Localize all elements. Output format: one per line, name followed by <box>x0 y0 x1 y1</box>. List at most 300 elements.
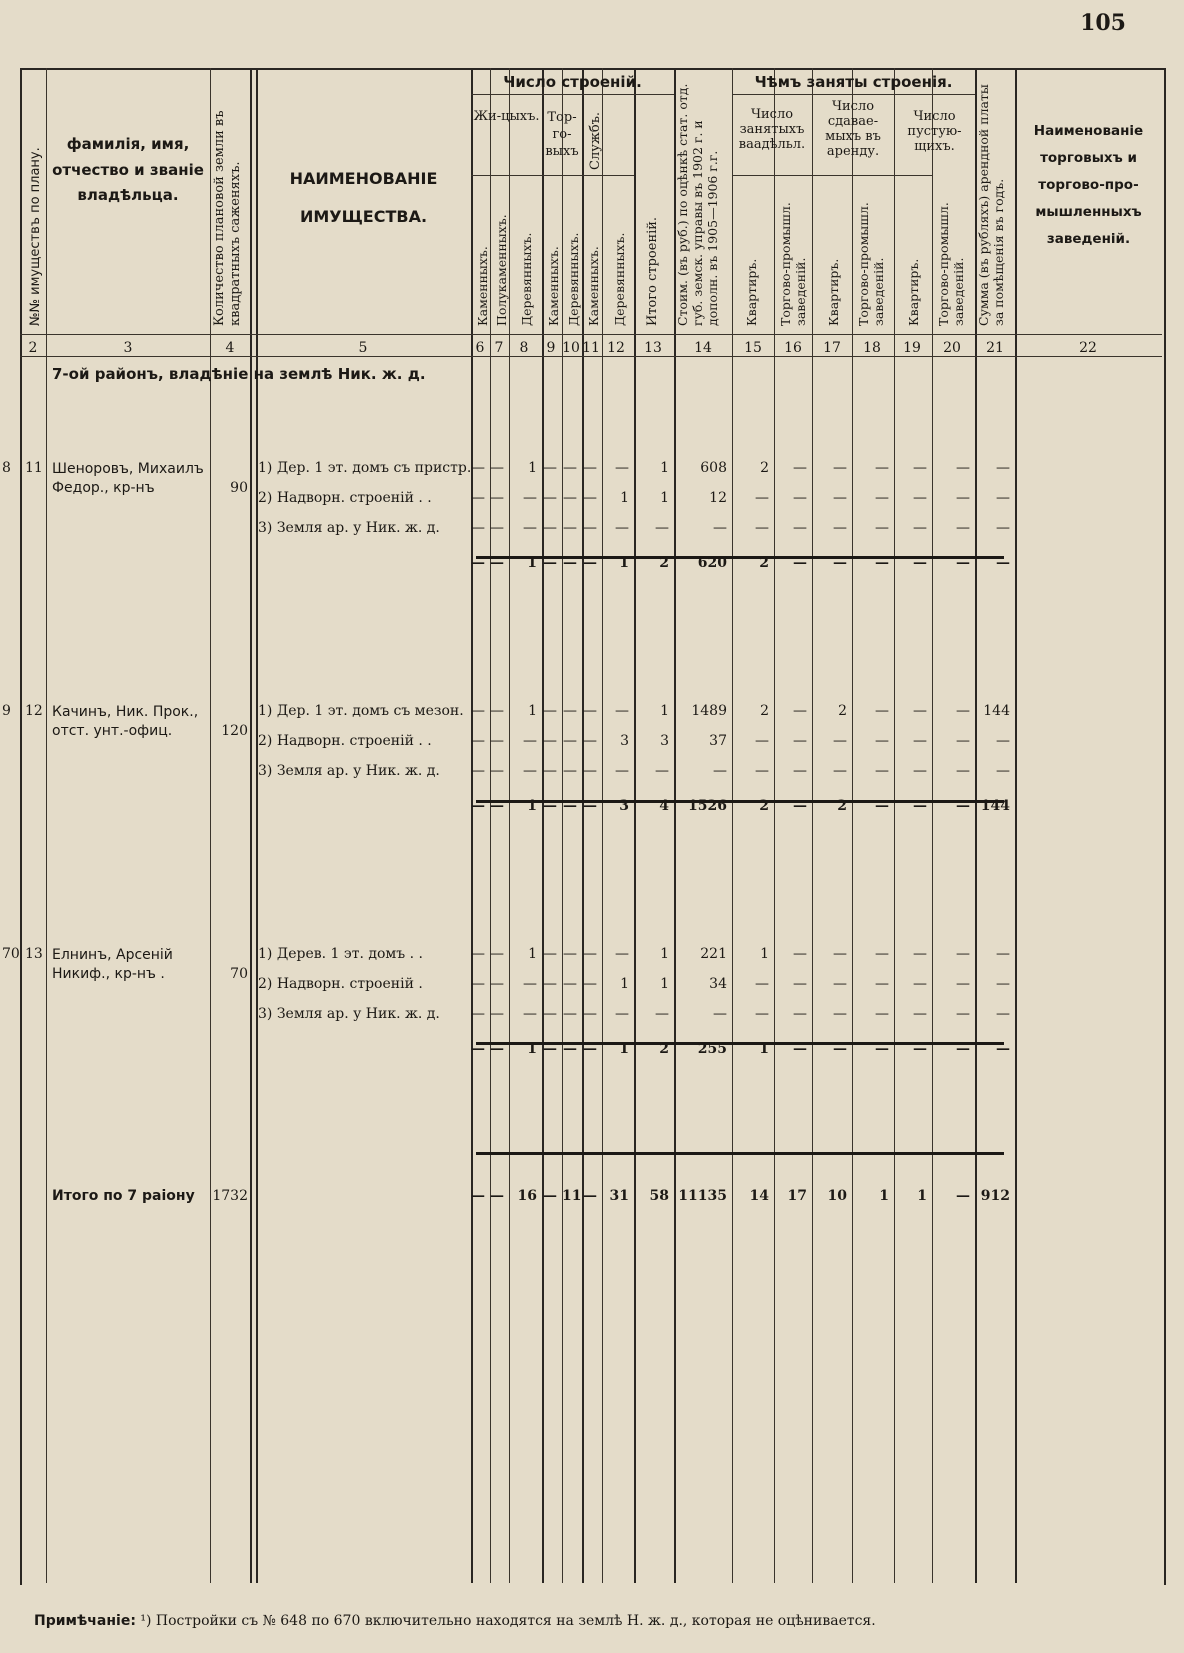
property-item-c18: — <box>875 1006 889 1022</box>
owner-area: 70 <box>230 966 248 982</box>
header-area: Количество плановой земли въ квадратныхъ саженяхъ. <box>212 110 244 326</box>
header-occ-owners: Число занятыхъ ваадѣльл. <box>738 107 806 152</box>
col-rule <box>210 68 211 1583</box>
column-number: 8 <box>519 340 529 356</box>
owner-name-line: Федор., кр-нъ <box>52 479 155 496</box>
property-item-c20: — <box>956 520 970 536</box>
property-item-c16: — <box>793 733 807 749</box>
property-item-c20: — <box>956 976 970 992</box>
header-rent-sum: Сумма (въ рубляхъ) арендной платы за помѣщенія въ годъ. <box>976 84 1006 326</box>
district-total-c9: — <box>543 1188 557 1204</box>
district-total-c20: — <box>956 1188 970 1204</box>
property-item-c17: — <box>833 733 847 749</box>
col-rule <box>471 68 473 1583</box>
property-item-c11: — <box>583 946 597 962</box>
property-item-c12: 3 <box>620 733 629 749</box>
property-item-c9: — <box>543 763 557 779</box>
footnote-label: Примѣчаніе: <box>34 1613 136 1629</box>
owner-total-c18: — <box>875 555 889 571</box>
owner-total-c8: 1 <box>527 798 537 814</box>
owner-name-line: Никиф., кр-нъ . <box>52 965 165 982</box>
owner-total-c7: — <box>490 1041 504 1057</box>
property-item-c19: — <box>913 703 927 719</box>
property-item-c21: — <box>996 976 1010 992</box>
property-item-c18: — <box>875 733 889 749</box>
property-item-c8: — <box>523 1006 537 1022</box>
property-item-c6: — <box>471 1006 485 1022</box>
property-item-c11: — <box>583 703 597 719</box>
property-item-c12: — <box>615 763 629 779</box>
header-wooden: Деревянныхъ. <box>566 232 581 326</box>
property-item-c8: 1 <box>528 703 537 719</box>
column-number: 13 <box>644 340 662 356</box>
property-item-c18: — <box>875 763 889 779</box>
owner-total-c16: — <box>793 798 807 814</box>
owner-total-c19: — <box>913 798 927 814</box>
header-trade-est: Торгово-промышл. заведеній. <box>856 202 886 326</box>
property-item-c14: 34 <box>709 976 727 992</box>
property-item-c18: — <box>875 976 889 992</box>
owner-total-c19: — <box>913 1041 927 1057</box>
owner-plan-number: 13 <box>25 946 43 962</box>
owner-total-c18: — <box>875 798 889 814</box>
district-total-c15: 14 <box>749 1188 769 1204</box>
header-total-buildings: Итого строеній. <box>645 216 660 326</box>
property-item-c11: — <box>583 763 597 779</box>
property-item-c9: — <box>543 946 557 962</box>
owner-total-c10: — <box>563 555 577 571</box>
owner-total-c8: 1 <box>527 555 537 571</box>
property-item-c7: — <box>490 520 504 536</box>
property-item-c6: — <box>471 490 485 506</box>
property-item-c12: 1 <box>620 490 629 506</box>
property-item-c19: — <box>913 733 927 749</box>
col-rule <box>582 68 584 1583</box>
header-trade-est: Торгово-промышл. заведеній. <box>778 202 808 326</box>
property-item-c18: — <box>875 490 889 506</box>
owner-total-c17: 2 <box>837 798 847 814</box>
property-item-c13: 3 <box>660 733 669 749</box>
owner-total-c20: — <box>956 555 970 571</box>
property-item-c6: — <box>471 976 485 992</box>
header-owner-line: отчество и званіе <box>52 160 204 179</box>
property-item-c12: — <box>615 703 629 719</box>
header-est-line: торговыхъ и <box>1040 150 1137 166</box>
col-rule <box>852 68 853 1583</box>
header-establishments <box>1015 118 1162 253</box>
district-total-c12: 31 <box>609 1188 629 1204</box>
owner-total-c9: — <box>543 555 557 571</box>
header-owner <box>46 132 210 209</box>
header-est-line: заведеній. <box>1046 231 1131 247</box>
property-item-c14: 1489 <box>691 703 727 719</box>
column-number: 3 <box>123 340 133 356</box>
column-number: 19 <box>903 340 921 356</box>
owner-total-c20: — <box>956 1041 970 1057</box>
property-item-c10: — <box>563 460 577 476</box>
header-property <box>256 160 471 237</box>
property-item-c7: — <box>490 460 504 476</box>
header-property-line: НАИМЕНОВАНІЕ <box>289 169 438 188</box>
property-item-c21: 144 <box>983 703 1010 719</box>
property-item-c15: — <box>755 1006 769 1022</box>
property-item-c20: — <box>956 946 970 962</box>
property-item-c10: — <box>563 733 577 749</box>
property-item: 1) Дерев. 1 эт. домъ . . <box>258 946 424 962</box>
header-flats: Квартиръ. <box>906 258 921 326</box>
owner-name-line: Шеноровъ, Михаилъ <box>52 461 204 477</box>
owner-total-c16: — <box>793 555 807 571</box>
property-item-c16: — <box>793 460 807 476</box>
header-occ-rented: Число сдавае-мыхъ въ аренду. <box>825 99 881 159</box>
owner-plan-number: 12 <box>25 703 43 719</box>
header-wooden: Деревянныхъ. <box>612 232 627 326</box>
owner-left-number: 8 <box>2 460 11 476</box>
owner-total-c17: — <box>833 1041 847 1057</box>
property-item-c17: — <box>833 763 847 779</box>
owner-total-c11: — <box>583 1041 597 1057</box>
col-rule <box>894 68 895 1583</box>
district-total-label: Итого по 7 раіону <box>52 1188 195 1204</box>
property-item: 2) Надворн. строеній . . <box>258 490 432 506</box>
header-occupancy: Чѣмъ заняты строенія. <box>754 73 953 91</box>
property-item-c15: — <box>755 520 769 536</box>
property-item-c10: — <box>563 520 577 536</box>
header-est-line: торгово-про- <box>1038 177 1139 193</box>
property-item: 3) Земля ар. у Ник. ж. д. <box>258 520 440 536</box>
header-plan-number: №№ имуществъ по плану. <box>28 147 43 326</box>
owner-left-number: 70 <box>2 946 20 962</box>
property-item-c16: — <box>793 1006 807 1022</box>
property-item-c20: — <box>956 703 970 719</box>
property-item-c9: — <box>543 1006 557 1022</box>
property-item-c11: — <box>583 976 597 992</box>
column-number: 18 <box>863 340 881 356</box>
property-item-c10: — <box>563 490 577 506</box>
owner-total-c19: — <box>913 555 927 571</box>
property-item-c6: — <box>471 460 485 476</box>
property-item-c11: — <box>583 520 597 536</box>
col-rule <box>634 68 636 1583</box>
header-rule <box>732 175 932 176</box>
district-total-c6: — <box>471 1188 485 1204</box>
col-rule <box>774 68 775 1583</box>
property-item-c14: 12 <box>709 490 727 506</box>
property-item-c20: — <box>956 1006 970 1022</box>
property-item-c15: — <box>755 976 769 992</box>
owner-total-c10: — <box>563 1041 577 1057</box>
column-number: 12 <box>607 340 625 356</box>
property-item-c6: — <box>471 946 485 962</box>
owner-total-c6: — <box>471 1041 485 1057</box>
column-number: 21 <box>986 340 1004 356</box>
district-total-c14: 11135 <box>678 1188 727 1204</box>
property-item-c16: — <box>793 946 807 962</box>
property-item-c13: 1 <box>660 946 669 962</box>
owner-plan-number: 11 <box>25 460 43 476</box>
property-item-c18: — <box>875 946 889 962</box>
property-item-c12: 1 <box>620 976 629 992</box>
property-item-c20: — <box>956 460 970 476</box>
property-item-c10: — <box>563 763 577 779</box>
owner-total-c20: — <box>956 798 970 814</box>
district-total-c16: 17 <box>787 1188 807 1204</box>
district-total-c7: — <box>490 1188 504 1204</box>
footnote <box>34 1613 876 1629</box>
district-total-c19: 1 <box>917 1188 927 1204</box>
property-item-c8: — <box>523 520 537 536</box>
header-stone: Каменныхъ. <box>586 246 601 326</box>
column-number: 22 <box>1079 340 1097 356</box>
owner-total-c11: — <box>583 555 597 571</box>
property-item-c13: — <box>655 763 669 779</box>
column-number: 14 <box>694 340 712 356</box>
property-item-c16: — <box>793 703 807 719</box>
property-item-c6: — <box>471 733 485 749</box>
property-item-c13: — <box>655 1006 669 1022</box>
district-total-c18: 1 <box>879 1188 889 1204</box>
property-item-c14: 37 <box>709 733 727 749</box>
property-item-c6: — <box>471 703 485 719</box>
property-item-c13: 1 <box>660 703 669 719</box>
property-item-c21: — <box>996 490 1010 506</box>
header-flats: Квартиръ. <box>826 258 841 326</box>
col-rule <box>562 68 563 1583</box>
owner-total-c10: — <box>563 798 577 814</box>
col-rule <box>732 68 733 1583</box>
col-rule <box>1015 68 1017 1583</box>
owner-total-c12: 1 <box>619 555 629 571</box>
property-item-c8: — <box>523 490 537 506</box>
property-item-c13: 1 <box>660 490 669 506</box>
property-item-c18: — <box>875 460 889 476</box>
district-total-c10: 11 <box>562 1188 582 1204</box>
owner-total-c21: — <box>996 1041 1010 1057</box>
property-item-c9: — <box>543 490 557 506</box>
column-number: 20 <box>943 340 961 356</box>
owner-name <box>52 946 173 984</box>
property-item-c6: — <box>471 763 485 779</box>
header-rule <box>20 334 1162 335</box>
col-rule <box>602 68 603 1583</box>
header-stone: Каменныхъ. <box>475 246 490 326</box>
property-item-c6: — <box>471 520 485 536</box>
property-item-c16: — <box>793 490 807 506</box>
property-item-c12: — <box>615 946 629 962</box>
column-number: 11 <box>582 340 600 356</box>
property-item-c19: — <box>913 460 927 476</box>
property-item: 2) Надворн. строеній . <box>258 976 423 992</box>
column-number: 15 <box>744 340 762 356</box>
property-item-c7: — <box>490 1006 504 1022</box>
owner-total-c21: 144 <box>980 798 1010 814</box>
header-rule <box>471 175 634 176</box>
owner-total-c6: — <box>471 798 485 814</box>
district-total-c8: 16 <box>517 1188 537 1204</box>
owner-name-line: Качинъ, Ник. Прок., <box>52 704 199 720</box>
district-total-c13: 58 <box>649 1188 669 1204</box>
owner-total-c15: 1 <box>759 1041 769 1057</box>
owner-total-c9: — <box>543 798 557 814</box>
owner-total-c7: — <box>490 555 504 571</box>
col-rule <box>490 68 491 1583</box>
owner-total-c11: — <box>583 798 597 814</box>
column-number: 10 <box>562 340 580 356</box>
owner-total-c13: 4 <box>659 798 669 814</box>
property-item-c13: 1 <box>660 976 669 992</box>
property-item-c20: — <box>956 733 970 749</box>
owner-name <box>52 703 198 741</box>
district-total-c17: 10 <box>827 1188 847 1204</box>
owner-name-line: отст. унт.-офиц. <box>52 722 173 739</box>
owner-total-c21: — <box>996 555 1010 571</box>
property-item-c14: 608 <box>700 460 727 476</box>
property-item-c14: 221 <box>700 946 727 962</box>
header-property-line: ИМУЩЕСТВА. <box>299 207 428 227</box>
owner-area: 90 <box>230 480 248 496</box>
header-residential: Жи-цыхъ. <box>473 109 540 124</box>
property-item-c21: — <box>996 733 1010 749</box>
property-item-c19: — <box>913 946 927 962</box>
property-item-c14: — <box>713 520 727 536</box>
owner-left-number: 9 <box>2 703 11 719</box>
property-item-c17: 2 <box>838 703 847 719</box>
property-item-c7: — <box>490 976 504 992</box>
property-item-c12: — <box>615 520 629 536</box>
property-item-c9: — <box>543 703 557 719</box>
owner-total-c14: 1526 <box>688 798 727 814</box>
property-item-c17: — <box>833 490 847 506</box>
column-number: 7 <box>494 340 504 356</box>
column-number: 4 <box>225 340 235 356</box>
property-item-c12: — <box>615 460 629 476</box>
property-item-c21: — <box>996 946 1010 962</box>
property-item-c10: — <box>563 1006 577 1022</box>
header-service: Службъ. <box>588 111 603 170</box>
property-item-c11: — <box>583 490 597 506</box>
column-number: 2 <box>28 340 38 356</box>
property-item-c21: — <box>996 1006 1010 1022</box>
col-rule <box>509 68 510 1583</box>
property-item-c10: — <box>563 976 577 992</box>
property-item-c8: — <box>523 733 537 749</box>
header-owner-line: владѣльца. <box>77 186 179 204</box>
property-item-c8: 1 <box>528 946 537 962</box>
header-trade: Тор-го-выхъ <box>545 110 579 159</box>
property-item-c15: — <box>755 733 769 749</box>
col-rule <box>932 68 933 1583</box>
col-rule <box>542 68 544 1583</box>
property-item-c15: 1 <box>760 946 769 962</box>
property-item-c13: 1 <box>660 460 669 476</box>
col-rule <box>256 68 258 1583</box>
header-wooden: Деревянныхъ. <box>519 232 534 326</box>
property-item-c18: — <box>875 520 889 536</box>
owner-total-c9: — <box>543 1041 557 1057</box>
property-item-c14: — <box>713 763 727 779</box>
property-item-c12: — <box>615 1006 629 1022</box>
owner-area: 120 <box>221 723 248 739</box>
owner-total-c12: 3 <box>619 798 629 814</box>
owner-total-c15: 2 <box>759 555 769 571</box>
property-item-c15: 2 <box>760 703 769 719</box>
property-item-c20: — <box>956 763 970 779</box>
property-item-c21: — <box>996 460 1010 476</box>
property-item-c8: — <box>523 763 537 779</box>
property-item-c13: — <box>655 520 669 536</box>
header-est-line: Наименованіе <box>1033 123 1144 139</box>
district-total-rule <box>476 1152 1004 1155</box>
property-item: 1) Дер. 1 эт. домъ съ мезон. <box>258 703 464 719</box>
owner-total-c7: — <box>490 798 504 814</box>
district-total-c11: — <box>583 1188 597 1204</box>
property-item: 2) Надворн. строеній . . <box>258 733 432 749</box>
property-item-c7: — <box>490 703 504 719</box>
header-rule <box>20 356 1162 357</box>
property-item: 3) Земля ар. у Ник. ж. д. <box>258 1006 440 1022</box>
owner-name <box>52 460 204 498</box>
property-item-c16: — <box>793 763 807 779</box>
header-owner-line: фамилія, имя, <box>66 135 190 153</box>
property-item-c7: — <box>490 946 504 962</box>
property-item-c18: — <box>875 703 889 719</box>
column-number: 6 <box>475 340 485 356</box>
property-item-c10: — <box>563 946 577 962</box>
property-item-c15: 2 <box>760 460 769 476</box>
property-item-c17: — <box>833 946 847 962</box>
owner-name-line: Елнинъ, Арсеній <box>52 947 173 963</box>
column-number: 5 <box>358 340 368 356</box>
property-item-c10: — <box>563 703 577 719</box>
property-item-c15: — <box>755 763 769 779</box>
header-semistone: Полукаменныхъ. <box>494 214 509 326</box>
header-buildings: Число строеній. <box>503 73 642 91</box>
property-item-c19: — <box>913 490 927 506</box>
property-item-c19: — <box>913 976 927 992</box>
owner-total-c18: — <box>875 1041 889 1057</box>
district-title: 7-ой районъ, владѣніе на землѣ Ник. ж. д. <box>52 365 426 383</box>
property-item-c8: 1 <box>528 460 537 476</box>
property-item-c7: — <box>490 490 504 506</box>
header-est-line: мышленныхъ <box>1035 204 1142 220</box>
header-occ-empty: Число пустую-щихъ. <box>907 109 962 154</box>
col-rule <box>46 68 47 1583</box>
owner-total-c6: — <box>471 555 485 571</box>
property-item-c9: — <box>543 976 557 992</box>
property-item-c17: — <box>833 460 847 476</box>
owner-total-c16: — <box>793 1041 807 1057</box>
owner-total-c8: 1 <box>527 1041 537 1057</box>
property-item-c19: — <box>913 1006 927 1022</box>
property-item-c21: — <box>996 763 1010 779</box>
property-item-c15: — <box>755 490 769 506</box>
property-item-c8: — <box>523 976 537 992</box>
property-item-c19: — <box>913 763 927 779</box>
property-item-c14: — <box>713 1006 727 1022</box>
property-item-c16: — <box>793 976 807 992</box>
header-stone: Каменныхъ. <box>546 246 561 326</box>
property-item-c7: — <box>490 763 504 779</box>
property-item: 1) Дер. 1 эт. домъ съ пристр. <box>258 460 472 476</box>
property-item-c20: — <box>956 490 970 506</box>
header-trade-est: Торгово-промышл. заведеній. <box>936 202 966 326</box>
property-item-c9: — <box>543 520 557 536</box>
col-rule <box>250 68 252 1583</box>
owner-total-c12: 1 <box>619 1041 629 1057</box>
header-value: Стоим. (въ руб.) по оцѣнкѣ стат. отд. губ. земск. управы въ 1902 г. и дополн. въ 1905—1906 г.г. <box>675 83 720 326</box>
footnote-text: ¹) Постройки съ № 648 по 670 включительно находятся на землѣ Н. ж. д., которая не оцѣнивается. <box>140 1613 876 1629</box>
property-item-c7: — <box>490 733 504 749</box>
